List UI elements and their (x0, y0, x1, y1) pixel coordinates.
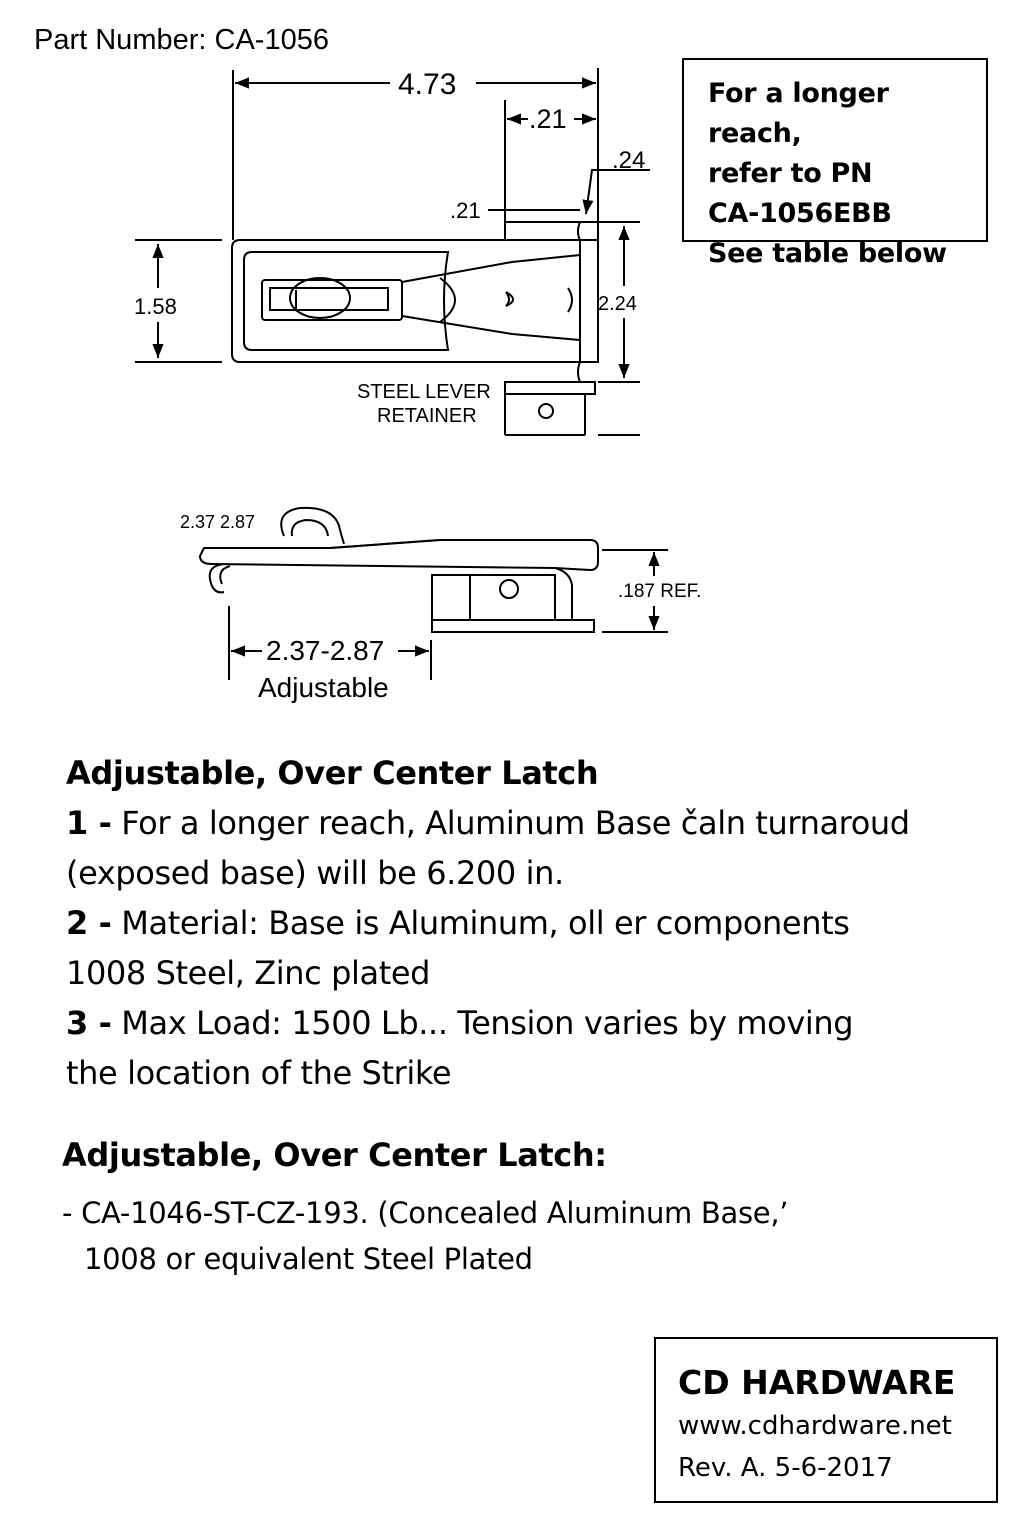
item-number: 1 - (66, 804, 112, 842)
base-plate (432, 620, 594, 632)
description-item (66, 898, 996, 948)
company-website: www.cdhardware.net (678, 1411, 952, 1441)
variant-item (62, 1190, 788, 1282)
description-item (66, 848, 996, 898)
item-text: For a longer reach, Aluminum Base čaln turnaroud (111, 804, 910, 842)
description-item (66, 798, 996, 848)
handle-loop-inner (292, 520, 328, 536)
flange-edge (578, 222, 580, 382)
latch-pivot (290, 278, 350, 318)
description-item (66, 998, 996, 1048)
bracket (432, 575, 470, 620)
variants-heading: Adjustable, Over Center Latch: (62, 1136, 607, 1174)
variant-line: 1008 or equivalent Steel Plated (84, 1242, 533, 1276)
dim-ref: .187 REF. (618, 581, 702, 602)
description-item (66, 948, 996, 998)
lever-body (200, 540, 598, 570)
retainer-plate (505, 382, 595, 394)
flange-edge (568, 288, 572, 312)
note-line: CA-1056EBB (708, 198, 892, 229)
dim-leader (586, 170, 650, 214)
note-line: refer to PN (708, 158, 873, 189)
bracket-hole (500, 580, 518, 598)
revision: Rev. A. 5-6-2017 (678, 1453, 893, 1483)
note-line: See table below (708, 238, 947, 269)
dim-hook: .24 (612, 147, 646, 174)
arm-notch (506, 292, 513, 306)
dim-width: 1.58 (134, 294, 177, 319)
item-number: 3 - (66, 1004, 112, 1042)
dim-adjust-label: Adjustable (258, 672, 389, 703)
lever-slot (262, 280, 402, 320)
item-text: 1008 Steel, Zinc plated (66, 954, 431, 992)
handle-loop (281, 508, 344, 544)
item-text: Material: Base is Aluminum, oll er components (111, 904, 850, 942)
bracket-curve (555, 568, 572, 620)
retainer-label-line2: RETAINER (377, 405, 477, 427)
item-text: the location of the Strike (66, 1054, 452, 1092)
item-number: 2 - (66, 904, 112, 942)
lever-edge (330, 540, 440, 548)
dim-top-offset: .21 (529, 104, 567, 134)
hook (210, 564, 224, 592)
title-block (654, 1337, 998, 1503)
description-heading: Adjustable, Over Center Latch (66, 754, 599, 792)
latch-technical-drawing (0, 0, 1024, 740)
top-view (135, 68, 650, 435)
item-text: (exposed base) will be 6.200 in. (66, 854, 564, 892)
arm-curve (440, 278, 455, 322)
retainer-hole (539, 404, 553, 418)
description-block (66, 748, 996, 1098)
variant-line: - CA-1046-ST-CZ-193. (Concealed Aluminum Base,’ (62, 1196, 789, 1230)
dim-adjust: 2.37-2.87 (266, 635, 385, 666)
dim-side-offset: .21 (450, 198, 481, 223)
dim-height: 2.24 (598, 293, 637, 315)
company-name: CD HARDWARE (678, 1363, 956, 1402)
dim-overall-length: 4.73 (398, 68, 457, 101)
item-text: Max Load: 1500 Lb... Tension varies by moving (111, 1004, 854, 1042)
lever-slot-inner (270, 288, 388, 310)
note-line: For a longer reach, (708, 78, 889, 149)
dim-small-range: 2.37 2.87 (180, 512, 256, 532)
latch-inner-outline (244, 252, 448, 350)
hook-inner (220, 566, 230, 584)
latch-arm (402, 255, 580, 340)
retainer-label-line1: STEEL LEVER (357, 381, 491, 403)
description-item (66, 1048, 996, 1098)
variants-block (62, 1130, 607, 1180)
part-number: Part Number: CA-1056 (34, 24, 329, 56)
